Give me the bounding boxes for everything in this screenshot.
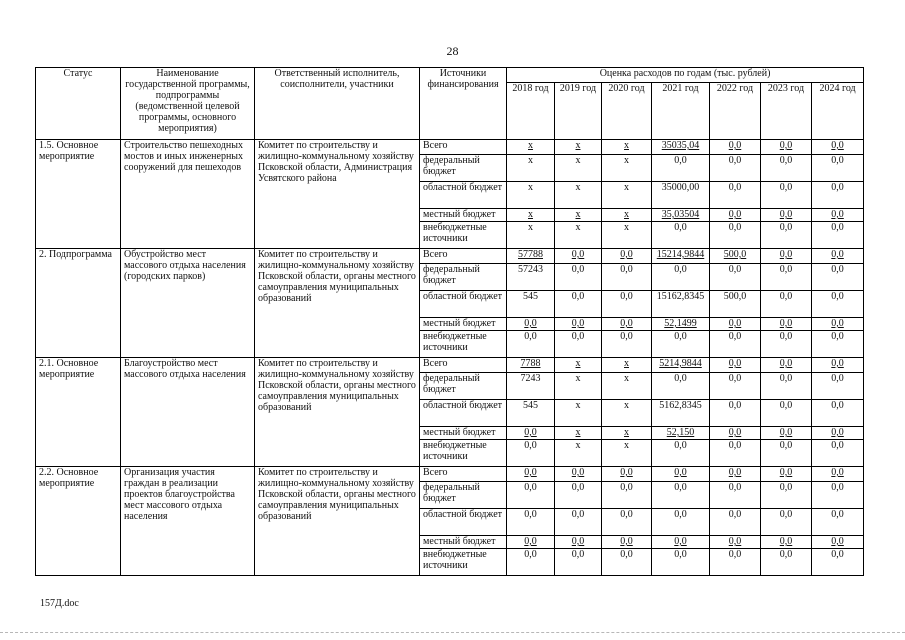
expense-value: х — [555, 440, 602, 467]
expense-value: х — [507, 140, 555, 155]
header-sources: Источники финансирования — [420, 68, 507, 140]
expense-value: 0,0 — [710, 373, 761, 400]
expense-value: 0,0 — [652, 482, 710, 509]
funding-source: местный бюджет — [420, 536, 507, 549]
expense-value: 0,0 — [761, 155, 812, 182]
expense-value: 0,0 — [761, 249, 812, 264]
expense-value: 0,0 — [507, 482, 555, 509]
expense-value: 545 — [507, 291, 555, 318]
expense-value: х — [507, 222, 555, 249]
header-year: 2024 год — [812, 83, 864, 140]
expense-value: 52,150 — [652, 427, 710, 440]
expense-value: 0,0 — [812, 249, 864, 264]
funding-source: федеральный бюджет — [420, 264, 507, 291]
expense-value: 0,0 — [602, 264, 652, 291]
expense-value: 0,0 — [652, 222, 710, 249]
expense-value: 0,0 — [761, 182, 812, 209]
section-name: Организация участия граждан в реализации проектов благоустройства мест массового отдыха населения — [121, 467, 255, 576]
funding-source: внебюджетные источники — [420, 331, 507, 358]
expense-value: х — [602, 440, 652, 467]
expense-value: 0,0 — [761, 482, 812, 509]
expense-value: 0,0 — [555, 549, 602, 576]
funding-source: местный бюджет — [420, 209, 507, 222]
expense-value: 0,0 — [652, 264, 710, 291]
section-executor: Комитет по строительству и жилищно-коммунальному хозяйству Псковской области, Администрация Усвятского района — [255, 140, 420, 249]
expense-value: 0,0 — [761, 400, 812, 427]
funding-source: федеральный бюджет — [420, 482, 507, 509]
expense-value: 0,0 — [812, 209, 864, 222]
expense-value: 0,0 — [812, 264, 864, 291]
section-executor: Комитет по строительству и жилищно-коммунальному хозяйству Псковской области, органы местного самоуправления муниципальных образований — [255, 467, 420, 576]
expense-value: 0,0 — [555, 536, 602, 549]
expense-value: 0,0 — [710, 427, 761, 440]
section-status: 1.5. Основное мероприятие — [36, 140, 121, 249]
expense-value: х — [507, 182, 555, 209]
expense-value: 0,0 — [555, 509, 602, 536]
header-year: 2019 год — [555, 83, 602, 140]
expense-value: 0,0 — [652, 440, 710, 467]
expense-value: 0,0 — [761, 318, 812, 331]
funding-source: Всего — [420, 358, 507, 373]
table-body — [36, 140, 864, 576]
expense-value: 0,0 — [761, 509, 812, 536]
expense-value: 0,0 — [710, 482, 761, 509]
expense-value: х — [602, 358, 652, 373]
expense-value: 500,0 — [710, 249, 761, 264]
section-status: 2.2. Основное мероприятие — [36, 467, 121, 576]
expense-value: 545 — [507, 400, 555, 427]
expense-value: 0,0 — [555, 482, 602, 509]
expense-value: 0,0 — [710, 509, 761, 536]
expense-value: 0,0 — [761, 358, 812, 373]
header-year: 2021 год — [652, 83, 710, 140]
expense-value: 57788 — [507, 249, 555, 264]
expense-value: х — [602, 427, 652, 440]
expense-value: 0,0 — [710, 182, 761, 209]
expense-value: 0,0 — [710, 440, 761, 467]
expense-value: 0,0 — [761, 467, 812, 482]
funding-source: Всего — [420, 249, 507, 264]
expense-value: 0,0 — [761, 291, 812, 318]
expense-value: 0,0 — [602, 536, 652, 549]
section-status: 2. Подпрограмма — [36, 249, 121, 358]
expense-value: 0,0 — [710, 318, 761, 331]
expense-value: 0,0 — [812, 482, 864, 509]
expense-value: 15214,9844 — [652, 249, 710, 264]
funding-source: местный бюджет — [420, 318, 507, 331]
expense-value: 57243 — [507, 264, 555, 291]
expense-value: 0,0 — [602, 467, 652, 482]
expense-value: х — [555, 209, 602, 222]
expense-value: 0,0 — [710, 467, 761, 482]
table-row — [36, 467, 864, 482]
section-name: Строительство пешеходных мостов и иных инженерных сооружений для пешеходов — [121, 140, 255, 249]
expense-value: 0,0 — [812, 549, 864, 576]
expense-value: 0,0 — [761, 331, 812, 358]
funding-source: Всего — [420, 140, 507, 155]
expense-value: 0,0 — [812, 182, 864, 209]
header-estimate: Оценка расходов по годам (тыс. рублей) — [507, 68, 864, 83]
expense-value: х — [602, 140, 652, 155]
expense-value: 0,0 — [602, 318, 652, 331]
expense-value: х — [602, 155, 652, 182]
expense-value: 0,0 — [602, 509, 652, 536]
expense-value: 0,0 — [761, 549, 812, 576]
funding-source: внебюджетные источники — [420, 222, 507, 249]
table-row — [36, 140, 864, 155]
funding-source: федеральный бюджет — [420, 373, 507, 400]
funding-source: внебюджетные источники — [420, 549, 507, 576]
expense-value: 35035,04 — [652, 140, 710, 155]
expense-value: 0,0 — [507, 467, 555, 482]
table-row — [36, 358, 864, 373]
expense-value: 0,0 — [761, 222, 812, 249]
expense-table — [35, 67, 864, 576]
expense-value: 0,0 — [507, 536, 555, 549]
expense-value: 0,0 — [555, 264, 602, 291]
expense-value: 0,0 — [710, 155, 761, 182]
funding-source: областной бюджет — [420, 182, 507, 209]
expense-value: х — [507, 155, 555, 182]
expense-value: 0,0 — [710, 400, 761, 427]
expense-value: 0,0 — [812, 358, 864, 373]
expense-value: 0,0 — [812, 291, 864, 318]
expense-value: 5162,8345 — [652, 400, 710, 427]
expense-value: 0,0 — [812, 222, 864, 249]
expense-value: 0,0 — [652, 155, 710, 182]
expense-value: 0,0 — [812, 536, 864, 549]
expense-value: х — [555, 182, 602, 209]
expense-value: 0,0 — [812, 427, 864, 440]
header-year: 2022 год — [710, 83, 761, 140]
expense-value: х — [507, 209, 555, 222]
expense-value: 0,0 — [652, 536, 710, 549]
expense-value: х — [555, 358, 602, 373]
section-executor: Комитет по строительству и жилищно-коммунальному хозяйству Псковской области, органы местного самоуправления муниципальных образований — [255, 249, 420, 358]
expense-value: 0,0 — [812, 331, 864, 358]
expense-value: 0,0 — [812, 318, 864, 331]
expense-value: х — [555, 427, 602, 440]
expense-value: 0,0 — [812, 140, 864, 155]
expense-value: 0,0 — [652, 331, 710, 358]
expense-value: 0,0 — [812, 440, 864, 467]
expense-value: 0,0 — [602, 549, 652, 576]
expense-value: 7788 — [507, 358, 555, 373]
expense-value: 0,0 — [710, 264, 761, 291]
expense-value: 0,0 — [812, 467, 864, 482]
expense-value: 0,0 — [710, 222, 761, 249]
expense-value: 0,0 — [812, 509, 864, 536]
expense-value: х — [602, 209, 652, 222]
header-year: 2020 год — [602, 83, 652, 140]
expense-value: 0,0 — [652, 509, 710, 536]
expense-value: 7243 — [507, 373, 555, 400]
expense-value: 0,0 — [652, 467, 710, 482]
expense-value: 0,0 — [761, 264, 812, 291]
expense-value: 5214,9844 — [652, 358, 710, 373]
funding-source: федеральный бюджет — [420, 155, 507, 182]
expense-value: 0,0 — [555, 331, 602, 358]
funding-source: областной бюджет — [420, 400, 507, 427]
expense-value: 0,0 — [812, 400, 864, 427]
scan-edge-line — [0, 632, 905, 633]
funding-source: областной бюджет — [420, 509, 507, 536]
expense-value: 0,0 — [761, 140, 812, 155]
section-name: Обустройство мест массового отдыха населения (городских парков) — [121, 249, 255, 358]
expense-value: 0,0 — [507, 331, 555, 358]
footer-filename: 157Д.doc — [40, 598, 79, 609]
expense-value: 0,0 — [710, 549, 761, 576]
expense-value: 0,0 — [602, 482, 652, 509]
expense-value: 0,0 — [761, 209, 812, 222]
expense-value: 0,0 — [652, 549, 710, 576]
table-row — [36, 249, 864, 264]
funding-source: внебюджетные источники — [420, 440, 507, 467]
expense-value: х — [555, 140, 602, 155]
expense-value: 500,0 — [710, 291, 761, 318]
expense-value: 0,0 — [555, 318, 602, 331]
header-status: Статус — [36, 68, 121, 140]
expense-value: х — [602, 182, 652, 209]
funding-source: местный бюджет — [420, 427, 507, 440]
expense-value: 0,0 — [761, 440, 812, 467]
header-executor: Ответственный исполнитель, соисполнители, участники — [255, 68, 420, 140]
header-year: 2023 год — [761, 83, 812, 140]
section-name: Благоустройство мест массового отдыха населения — [121, 358, 255, 467]
expense-value: 0,0 — [602, 331, 652, 358]
expense-value: 0,0 — [555, 291, 602, 318]
expense-value: 0,0 — [710, 140, 761, 155]
page-number: 28 — [446, 44, 459, 58]
expense-value: х — [555, 400, 602, 427]
expense-value: 0,0 — [761, 373, 812, 400]
expense-value: х — [602, 222, 652, 249]
expense-value: 0,0 — [507, 427, 555, 440]
expense-value: 0,0 — [710, 358, 761, 373]
expense-value: 35000,00 — [652, 182, 710, 209]
section-status: 2.1. Основное мероприятие — [36, 358, 121, 467]
expense-value: 0,0 — [761, 536, 812, 549]
funding-source: Всего — [420, 467, 507, 482]
expense-value: 0,0 — [710, 536, 761, 549]
expense-value: х — [555, 222, 602, 249]
section-executor: Комитет по строительству и жилищно-коммунальному хозяйству Псковской области, органы местного самоуправления муниципальных образований — [255, 358, 420, 467]
expense-value: х — [555, 155, 602, 182]
expense-value: х — [602, 400, 652, 427]
expense-value: 0,0 — [507, 549, 555, 576]
expense-value: х — [602, 373, 652, 400]
expense-value: 0,0 — [812, 155, 864, 182]
expense-value: 15162,8345 — [652, 291, 710, 318]
header-year: 2018 год — [507, 83, 555, 140]
expense-value: 0,0 — [652, 373, 710, 400]
expense-value: 0,0 — [602, 291, 652, 318]
funding-source: областной бюджет — [420, 291, 507, 318]
header-name: Наименование государственной программы, подпрограммы (ведомственной целевой программы, основного мероприятия) — [121, 68, 255, 140]
expense-value: 0,0 — [507, 318, 555, 331]
expense-value: 0,0 — [555, 249, 602, 264]
expense-value: х — [555, 373, 602, 400]
expense-value: 0,0 — [812, 373, 864, 400]
expense-value: 0,0 — [507, 440, 555, 467]
expense-value: 0,0 — [710, 331, 761, 358]
expense-value: 0,0 — [555, 467, 602, 482]
expense-value: 0,0 — [761, 427, 812, 440]
expense-value: 52,1499 — [652, 318, 710, 331]
expense-value: 0,0 — [602, 249, 652, 264]
expense-value: 0,0 — [710, 209, 761, 222]
expense-value: 0,0 — [507, 509, 555, 536]
expense-value: 35,03504 — [652, 209, 710, 222]
